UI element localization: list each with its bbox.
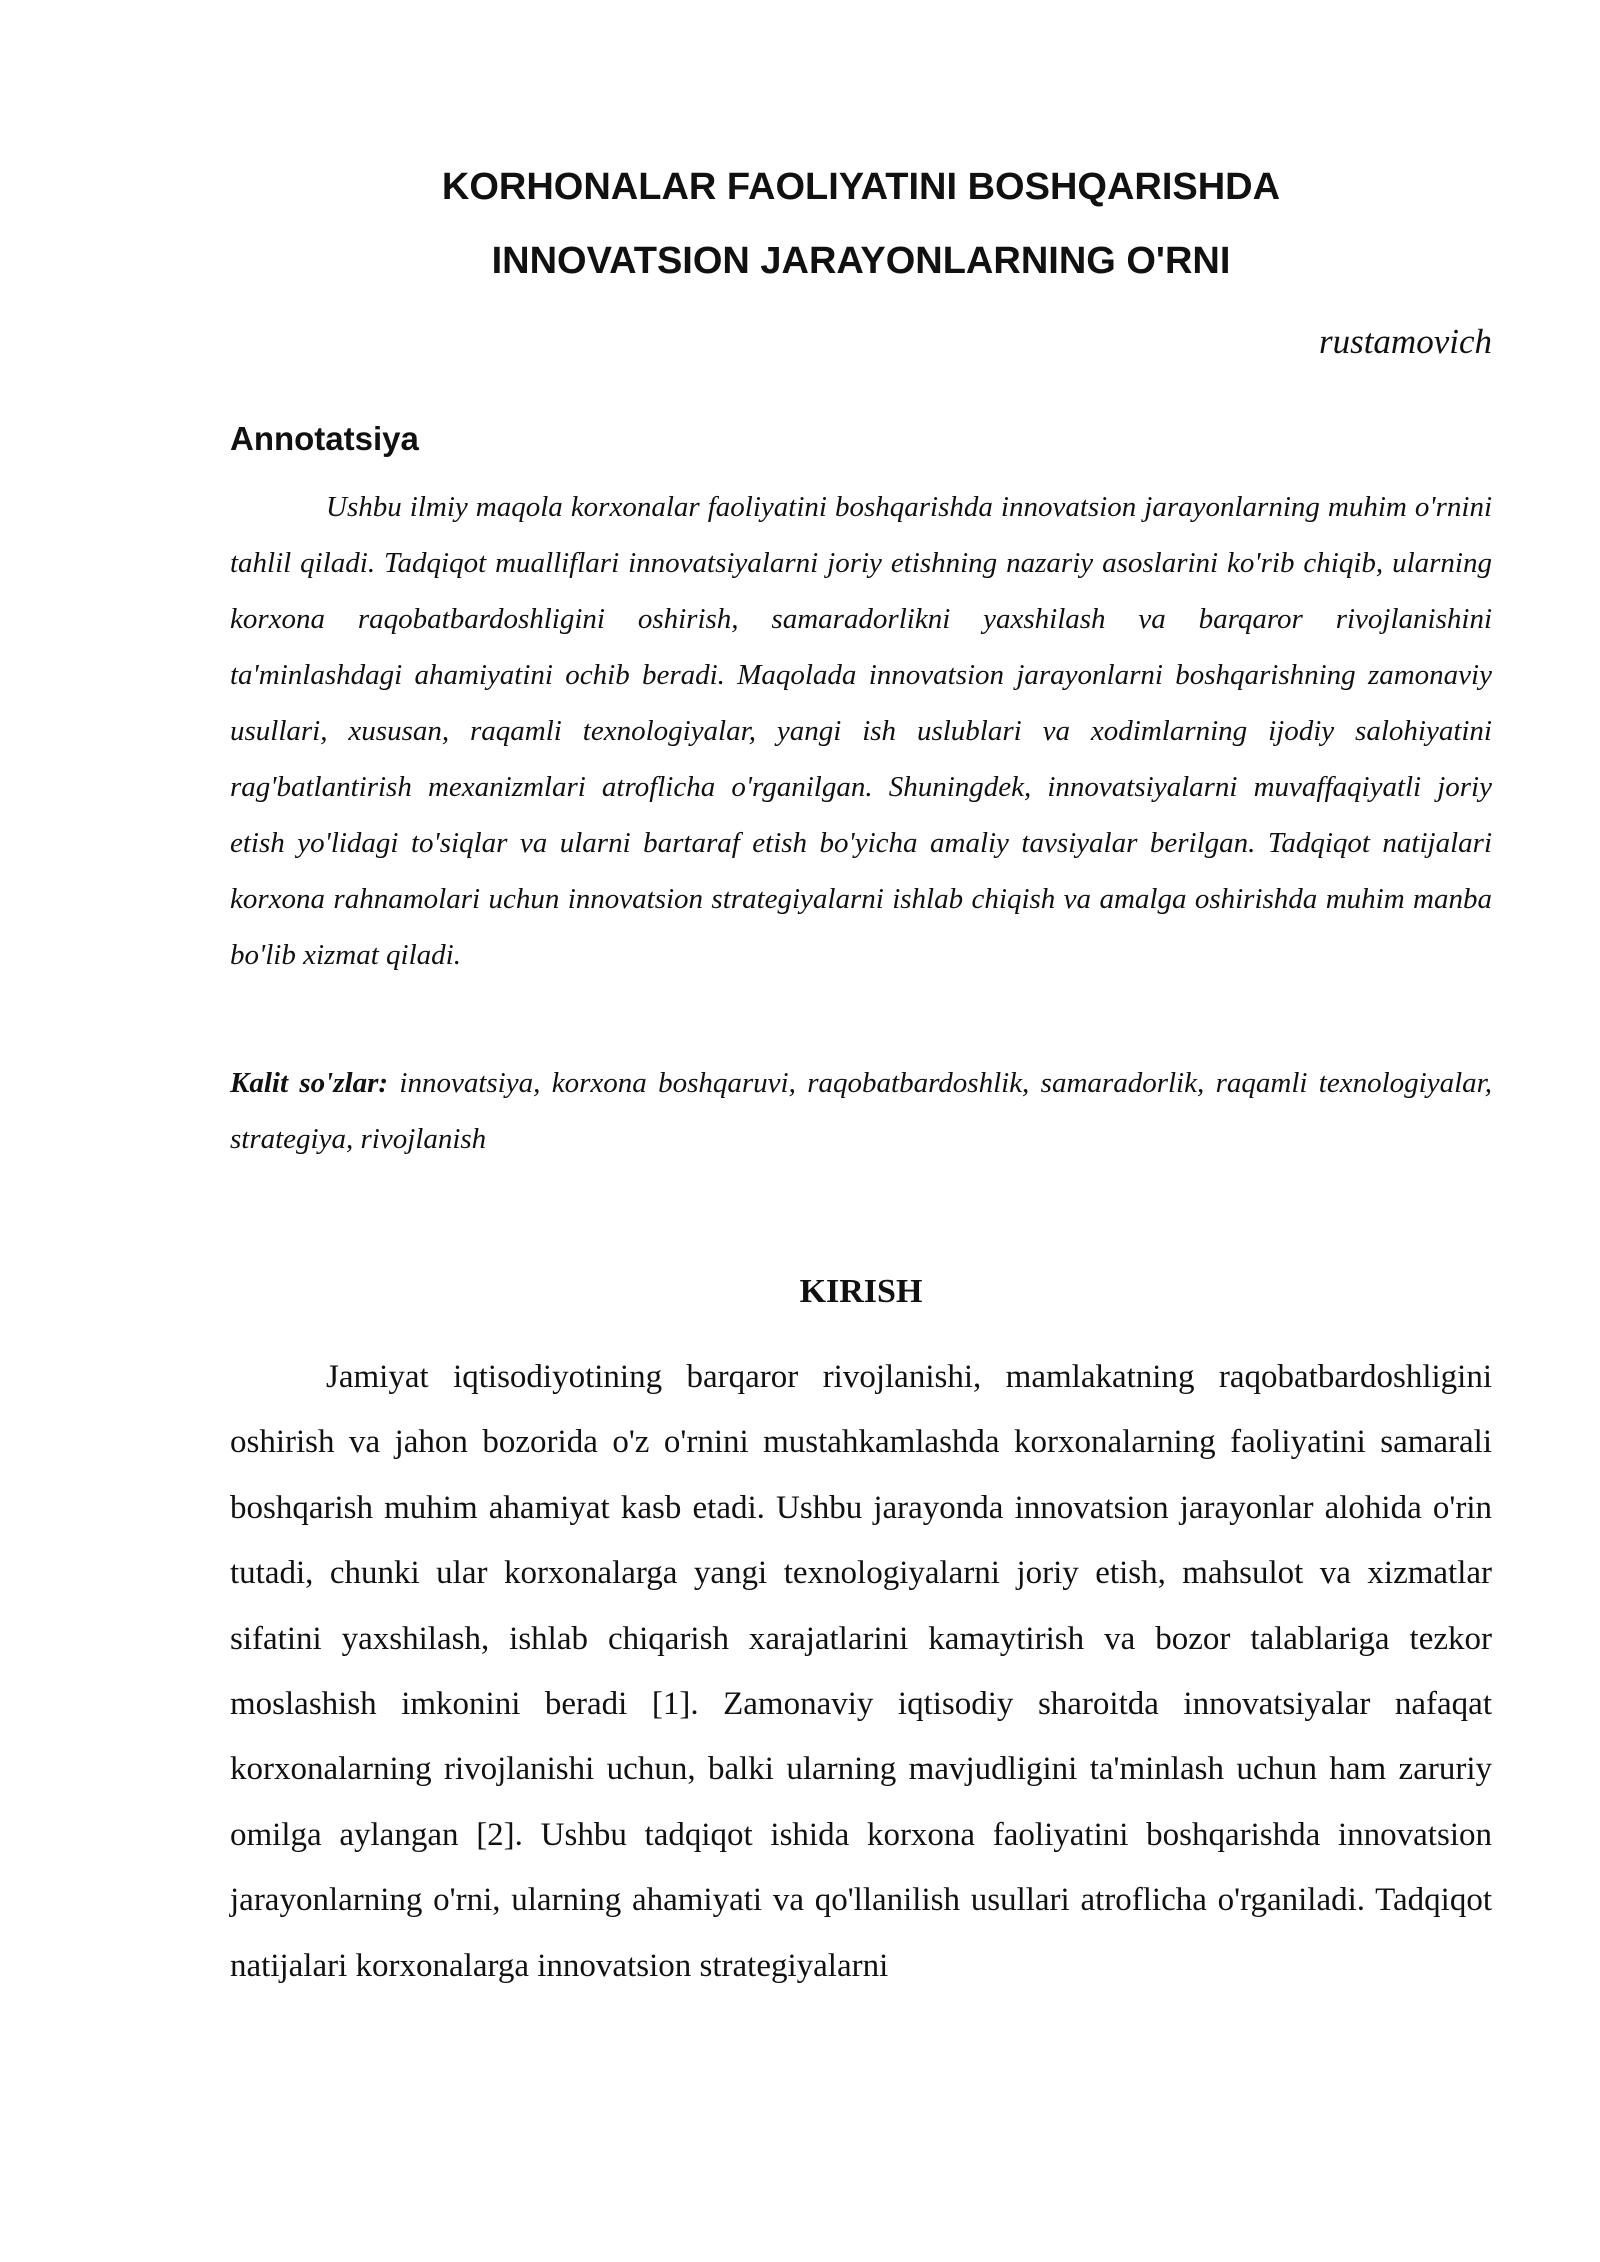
author-name: rustamovich [1318, 322, 1492, 361]
paper-title [230, 150, 1492, 298]
abstract-heading: Annotatsiya [230, 420, 419, 457]
keywords-list: innovatsiya, korxona boshqaruvi, raqobatbardoshlik, samaradorlik, raqamli texnologiyalar, strategiya, rivojlanish [230, 1067, 1492, 1155]
abstract-text: Ushbu ilmiy maqola korxonalar faoliyatini boshqarishda innovatsion jarayonlarning muhim o'rnini tahlil qiladi. Tadqiqot mualliflari innovatsiyalarni joriy etishning nazariy asoslarini ko'rib chiqib, ularning korxona raqobatbardoshligini oshirish, samaradorlikni yaxshilash va barqaror rivojlanishini ta'minlashdagi ahamiyatini ochib beradi. Maqolada innovatsion jarayonlarni boshqarishning zamonaviy usullari, xususan, raqamli texnologiyalar, yangi ish uslublari va xodimlarning ijodiy salohiyatini rag'batlantirish mexanizmlari atroflicha o'rganilgan. Shuningdek, innovatsiyalarni muvaffaqiyatli joriy etish yo'lidagi to'siqlar va ularni bartaraf etish bo'yicha amaliy tavsiyalar berilgan. Tadqiqot natijalari korxona rahnamolari uchun innovatsion strategiyalarni ishlab chiqish va amalga oshirishda muhim manba bo'lib xizmat qiladi. [230, 491, 1492, 971]
keywords-label: Kalit so'zlar: [230, 1067, 389, 1099]
introduction-paragraph: Jamiyat iqtisodiyotining barqaror rivojlanishi, mamlakatning raqobatbardoshligini oshirish va jahon bozorida o'z o'rnini mustahkamlashda korxonalarning faoliyatini samarali boshqarish muhim ahamiyat kasb etadi. Ushbu jarayonda innovatsion jarayonlar alohida o'rin tutadi, chunki ular korxonalarga yangi texnologiyalarni joriy etish, mahsulot va xizmatlar sifatini yaxshilash, ishlab chiqarish xarajatlarini kamaytirish va bozor talablariga tezkor moslashish imkonini beradi [1]. Zamonaviy iqtisodiy sharoitda innovatsiyalar nafaqat korxonalarning rivojlanishi uchun, balki ularning mavjudligini ta'minlash uchun ham zaruriy omilga aylangan [2]. Ushbu tadqiqot ishida korxona faoliyatini boshqarishda innovatsion jarayonlarning o'rni, ularning ahamiyati va qo'llanilish usullari atroflicha o'rganiladi. Tadqiqot natijalari korxonalarga innovatsion strategiyalarni [230, 1359, 1492, 1984]
paper-title-line-2: INNOVATSION JARAYONLARNING O'RNI [491, 240, 1231, 282]
keywords-paragraph [230, 1055, 1492, 1167]
section-heading-introduction: KIRISH [799, 1273, 923, 1310]
paper-title-line-1: KORHONALAR FAOLIYATINI BOSHQARISHDA [441, 166, 1281, 208]
